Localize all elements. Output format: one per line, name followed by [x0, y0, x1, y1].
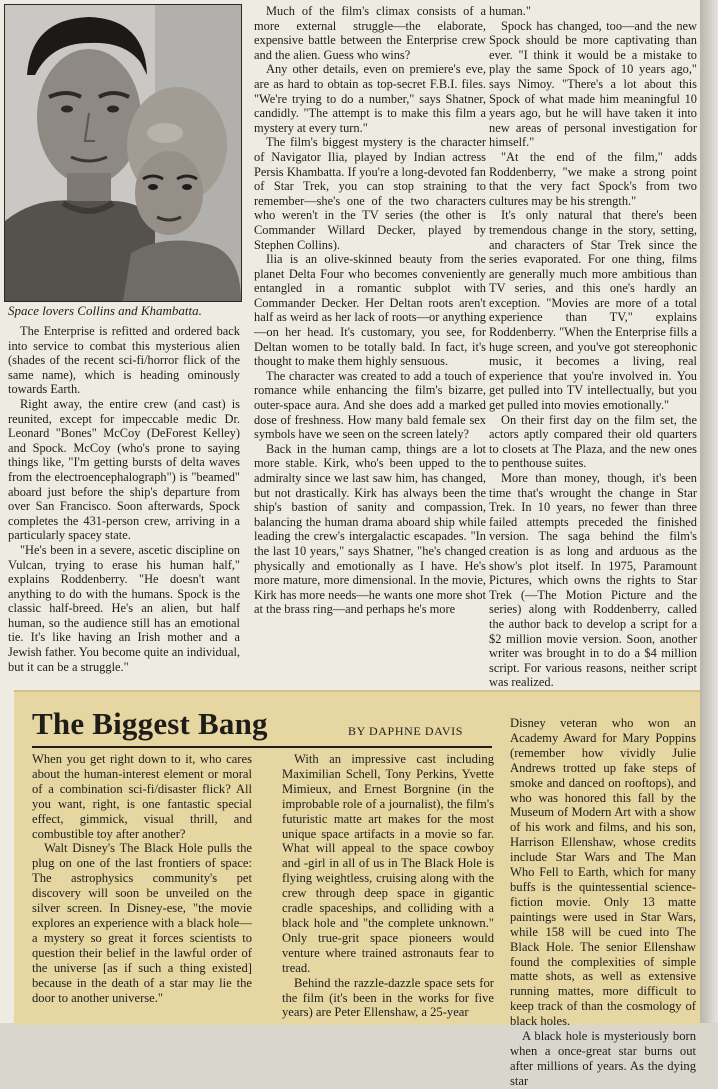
cast-photo	[4, 4, 242, 302]
article-paragraph: The character was created to add a touch of romance while enhancing the film's bizarre, outer-space aura. And she does add a marked dose of freshness. How many bald female sex symbols have we seen on the screen lately?	[254, 368, 486, 442]
sidebar-paragraph: Walt Disney's The Black Hole pulls the plug on one of the last frontiers of space: The astrophysics community's pet discovery will soon be unveiled on the silver screen. In Disney-ese, "the movie explores an experience with a black hole—a mystery so great it forces scientists to question their belief in the lawful order of the universe [as if such a thing existed] because in the death of a star may lie the door to another universe."	[32, 841, 252, 1005]
article-paragraph: Right away, the entire crew (and cast) is reunited, except for impeccable medic Dr. Leonard "Bones" McCoy (DeForest Kelley) and Spock. McCoy (who's prone to saying things like, "I'm getting bursts of delta waves from the electroencephalograph") is "beamed" aboard just before the ship's departure from over San Francisco. Soon afterwards, Spock completes the 431-person crew, arriving in a particularly spacey state.	[8, 396, 240, 543]
article-column-left	[8, 324, 240, 674]
article-paragraph: "At the end of the film," adds Roddenberry, "we make a strong point that the very fact Spock's from two cultures may be his strength."	[489, 149, 697, 208]
sidebar-paragraph: Behind the razzle-dazzle space sets for the film (it's been in the works for five years) are Peter Ellenshaw, a 25-year	[282, 975, 494, 1020]
page-edge	[700, 0, 718, 1023]
sidebar-byline: BY DAPHNE DAVIS	[348, 724, 464, 738]
article-paragraph: Ilia is an olive-skinned beauty from the planet Delta Four who becomes conveniently entangled in a romantic subplot with Commander Decker. Her Deltan roots aren't half as weird as her lack of roots—or anything—on her head. It's customary, you see, for Deltan women to be totally bald. In fact, it's thought to make them highly sensuous.	[254, 252, 486, 369]
article-column-middle	[254, 4, 486, 617]
sidebar-paragraph: Disney veteran who won an Academy Award for Mary Poppins (remember how vividly Julie Andrews trotted up fake steps of smoke and danced on rooftops), and who was honored this fall by the Museum of Modern Art with a show of his work and films, and his son, Harrison Ellenshaw, whose credits include Star Wars and The Man Who Fell to Earth, which for many buffs is the quintessential science-fiction movie. Only 13 matte paintings were used in Star Wars, while 158 will be cued into The Black Hole. The senior Ellenshaw found the complexities of simple matte shots, as well as extensive running mattes, more difficult to keep track of than the cosmology of black holes.	[510, 716, 696, 1029]
sidebar-title: The Biggest Bang	[32, 706, 268, 741]
sidebar-paragraph: With an impressive cast including Maximilian Schell, Tony Perkins, Yvette Mimieux, and Ernest Borgnine (in the improbable role of a journalist), the film's futuristic matte art makes for the most unique space artifacts in a movie so far. What will appeal to the space cowboy and -girl in all of us in The Black Hole is flying weightless, cruising along with the crew through deep space in gigantic cradle spaceships, and colliding with a black hole and "the complete unknown." Only true-grit space pioneers would venture where trained astronauts fear to tread.	[282, 752, 494, 975]
cast-photo-illustration	[5, 5, 241, 301]
article-paragraph: Much of the film's climax consists of a more external struggle—the elaborate, expensive battle between the Enterprise crew and the alien. Guess who wins?	[254, 4, 486, 62]
article-paragraph: It's only natural that there's been tremendous change in the story, setting, and characters of Star Trek since the series evaporated. For one thing, films are generally much more ambitious than TV series, and this one's hardly an exception. "Movies are more of a total experience than TV," explains Roddenberry. "When the Enterprise fills a huge screen, and you've got stereophonic music, it becomes a living, real experience that you're involved in. You get pulled into TV intellectually, but you get pulled into movies emotionally."	[489, 208, 697, 413]
sidebar-column-2	[282, 752, 494, 1020]
article-paragraph: "He's been in a severe, ascetic discipline on Vulcan, trying to erase his human half," explains Roddenberry. "He doesn't want anything to do with the humans. Spock is the classic half-breed. He's an alien, but half human, so the audience still has an emotional tie. It's like having an Irish mother and a Jewish father. You become quite an individual, but it can be a struggle."	[8, 542, 240, 674]
sidebar-divider	[32, 746, 492, 748]
article-paragraph: Spock has changed, too—and the new Spock should be more captivating than ever. "I think it would be a mistake to play the same Spock of 10 years ago," says Nimoy. "There's a lot about this Spock of what made him meaningful 10 years ago, but he will have taken it into new areas of personal investigation for himself."	[489, 18, 697, 150]
article-column-right	[489, 4, 697, 705]
article-paragraph: Any other details, even on premiere's eve, are as hard to obtain as top-secret F.B.I. files. "We're trying to do a number," says Shatner, candidly. "The attempt is to make this film a mystery at every turn."	[254, 62, 486, 135]
sidebar-paragraph: A black hole is mysteriously born when a once-great star burns out after millions of years. As the dying star	[510, 1029, 696, 1088]
sidebar-paragraph: When you get right down to it, who cares about the human-interest element or moral of a combination sci-fi/disaster flick? All you want, right, is one fantastic special effect, gimmick, visual thrill, and combustible toy after another?	[32, 752, 252, 841]
article-paragraph: More than money, though, it's been time that's wrought the change in Star Trek. In 10 years, no fewer than three failed attempts preceded the finished version. The saga behind the film's creation is as long and arduous as the show's plot itself. In 1975, Paramount Pictures, which owns the rights to Star Trek (—The Motion Picture and the series) along with Roddenberry, called the author back to develop a script for a $2 million movie version. Soon, another writer was brought in to do a $4 million script. For various reasons, neither script was realized.	[489, 471, 697, 690]
article-paragraph: human."	[489, 4, 531, 18]
photo-caption: Space lovers Collins and Khambatta.	[8, 303, 202, 318]
article-paragraph: On their first day on the film set, the actors aptly compared their old quarters to closets at The Plaza, and the new ones to penthouse suites.	[489, 412, 697, 471]
article-paragraph: Back in the human camp, things are a lot more stable. Kirk, who's been upped to the admiralty since we last saw him, has changed, but not drastically. Kirk has always been the ship's bastion of sanity and compassion, balancing the human drama aboard ship while leading the crew's intergalactic escapades. "In the last 10 years," says Shatner, "he's changed physically and emotionally as I have. He's more mature, more dimensional. In the movie, Kirk has more needs—he wants one more shot at the brass ring—and perhaps he's more	[254, 441, 486, 617]
sidebar-column-3	[510, 716, 696, 1089]
article-paragraph: The Enterprise is refitted and ordered back into service to combat this mysterious alien (shades of the recent sci-fi/horror flick of the same name), which is heading ominously towards Earth.	[8, 324, 240, 397]
sidebar-column-1	[32, 752, 252, 1005]
article-paragraph: The film's biggest mystery is the character of Navigator Ilia, played by Indian actress Persis Khambatta. If you're a long-devoted fan of Star Trek, you can stop straining to remember—she's one of the two characters who weren't in the TV series (the other is Commander Willard Decker, played by Stephen Collins).	[254, 135, 486, 252]
